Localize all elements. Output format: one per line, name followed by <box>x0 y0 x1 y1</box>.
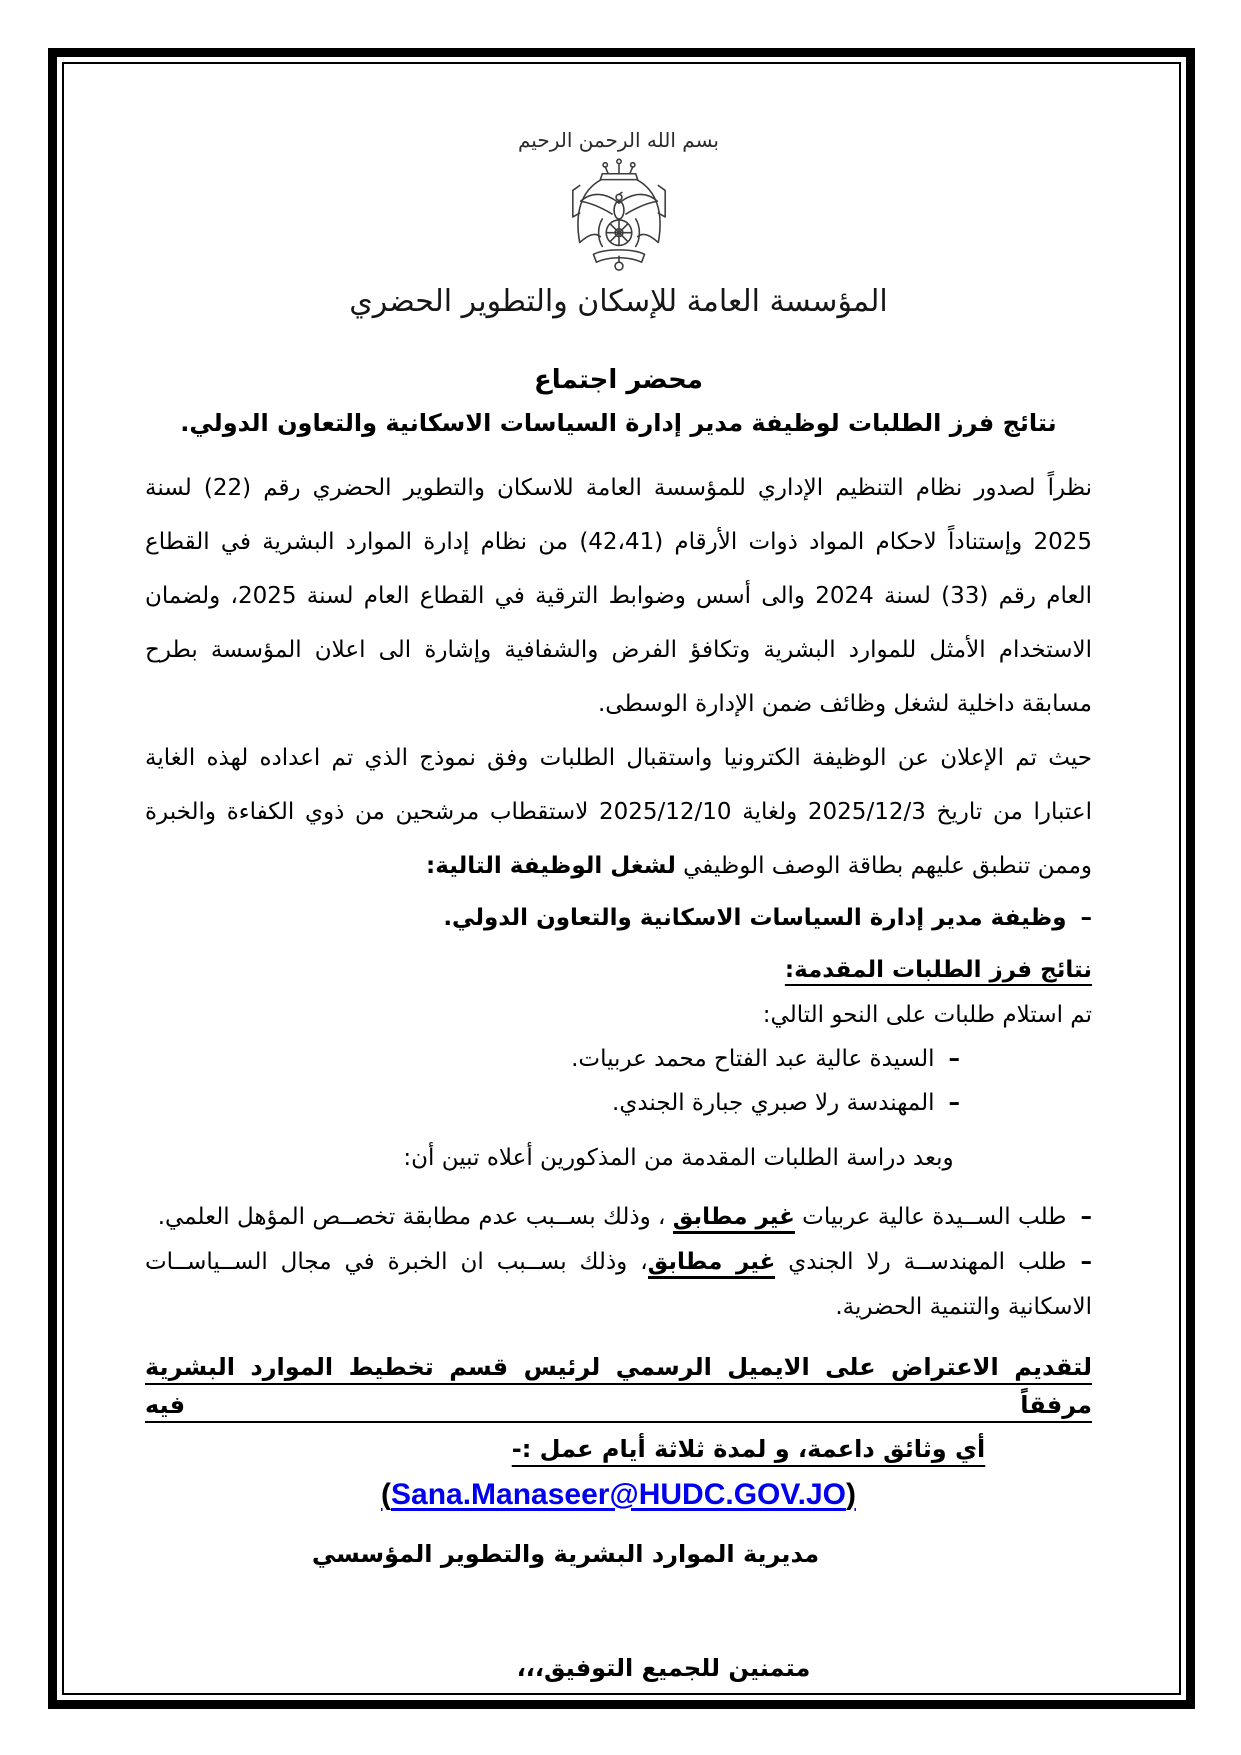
applicant-name: السيدة عالية عبد الفتاح محمد عربيات. <box>571 1045 935 1072</box>
screening-result-item <box>145 1195 1092 1240</box>
objection-instructions-line1: لتقديم الاعتراض على الايميل الرسمي لرئيس قسم تخطيط الموارد البشرية مرفقاً فيه <box>145 1352 1092 1419</box>
result-text-pre: طلب الســيدة عالية عربيات <box>794 1203 1067 1230</box>
intro-paragraph <box>145 461 1092 731</box>
intro-paragraph-part-b: من نظام إدارة الموارد البشرية في القطاع العام رقم (33) لسنة 2024 والى أسس وضوابط الترقية في القطاع العام لسنة 2025، ولضمان الاستخدام الأمثل للموارد البشرية وتكافؤ الفرض والشفافية وإشارة الى اعلان المؤسسة بطرح مسابقة داخلية لشغل وظائف ضمن الإدارة الوسطى. <box>145 528 1092 717</box>
org-name-calligraphy: المؤسسة العامة للإسكان والتطوير الحضري <box>349 284 888 319</box>
objection-email-link[interactable]: Sana.Manaseer@HUDC.GOV.JO <box>391 1477 846 1511</box>
study-conclusion-line: وبعد دراسة الطلبات المقدمة من المذكورين أعلاه تبين أن: <box>403 1144 954 1171</box>
objection-email-line <box>145 1476 1092 1514</box>
objection-instructions-line2: أي وثائق داعمة، و لمدة ثلاثة أيام عمل :- <box>511 1434 986 1463</box>
emblem-container <box>145 158 1092 272</box>
result-text-pre: طلب المهندســة رلا الجندي <box>775 1248 1067 1275</box>
applicant-list <box>145 1037 1092 1125</box>
article-numbers: (42،41) <box>579 528 664 555</box>
directorate-signature: مديرية الموارد البشرية والتطوير المؤسسي <box>311 1540 820 1568</box>
screening-result-item <box>145 1240 1092 1330</box>
dash-bullet-icon: – <box>1080 1248 1092 1275</box>
dash-bullet-icon: – <box>1080 904 1092 931</box>
closing-wish: متمنين للجميع التوفيق،،، <box>516 1654 811 1682</box>
job-position-text: وظيفة مدير إدارة السياسات الاسكانية والتعاون الدولي. <box>443 904 1067 931</box>
email-underline-wrap <box>381 1478 856 1511</box>
announcement-text: حيث تم الإعلان عن الوظيفة الكترونيا واستقبال الطلبات وفق نموذج الذي تم اعداده لهذه الغاية اعتبارا من تاريخ 2025/12/3 ولغاية 2025/12/10 لاستقطاب مرشحين من ذوي الكفاءة والخبرة وممن تنطبق عليهم بطاقة الوصف الوظيفي <box>145 744 1092 879</box>
dash-bullet-icon: – <box>948 1045 960 1072</box>
applicant-name: المهندسة رلا صبري جبارة الجندي. <box>612 1089 935 1116</box>
dash-bullet-icon: – <box>948 1089 960 1116</box>
jordan-emblem-icon <box>544 158 694 272</box>
page-title: محضر اجتماع <box>534 364 703 395</box>
applicant-item <box>145 1037 1092 1081</box>
intro-paragraph-part-a: نظراً لصدور نظام التنظيم الإداري للمؤسسة العامة للاسكان والتطوير الحضري رقم (22) لسنة 2025 وإستناداً لاحكام المواد ذوات الأرقام <box>145 474 1092 555</box>
results-heading: نتائج فرز الطلبات المقدمة: <box>784 956 1092 983</box>
dash-bullet-icon: – <box>1080 1203 1092 1230</box>
announcement-paragraph <box>145 731 1092 893</box>
paren-open: ( <box>381 1477 391 1511</box>
applicant-item <box>145 1081 1092 1125</box>
result-status-badge: غير مطابق <box>648 1249 776 1279</box>
result-status-badge: غير مطابق <box>673 1204 795 1234</box>
basmala-calligraphy: بسم الله الرحمن الرحيم <box>517 128 719 152</box>
job-position-bullet <box>145 895 1092 941</box>
paren-close: ) <box>845 1477 856 1511</box>
screening-results-list <box>145 1195 1092 1330</box>
document-content <box>145 116 1092 1514</box>
received-intro: تم استلام طلبات على النحو التالي: <box>762 1001 1092 1028</box>
result-text-post: ، وذلك بســبب ان الخبرة في مجال الســياســات الاسكانية والتنمية الحضرية. <box>145 1248 1092 1320</box>
page-subtitle: نتائج فرز الطلبات لوظيفة مدير إدارة السياسات الاسكانية والتعاون الدولي. <box>180 408 1057 437</box>
result-text-post: ، وذلك بســبب عدم مطابقة تخصــص المؤهل العلمي. <box>157 1203 673 1230</box>
announcement-bold-text: لشغل الوظيفة التالية: <box>426 852 676 879</box>
